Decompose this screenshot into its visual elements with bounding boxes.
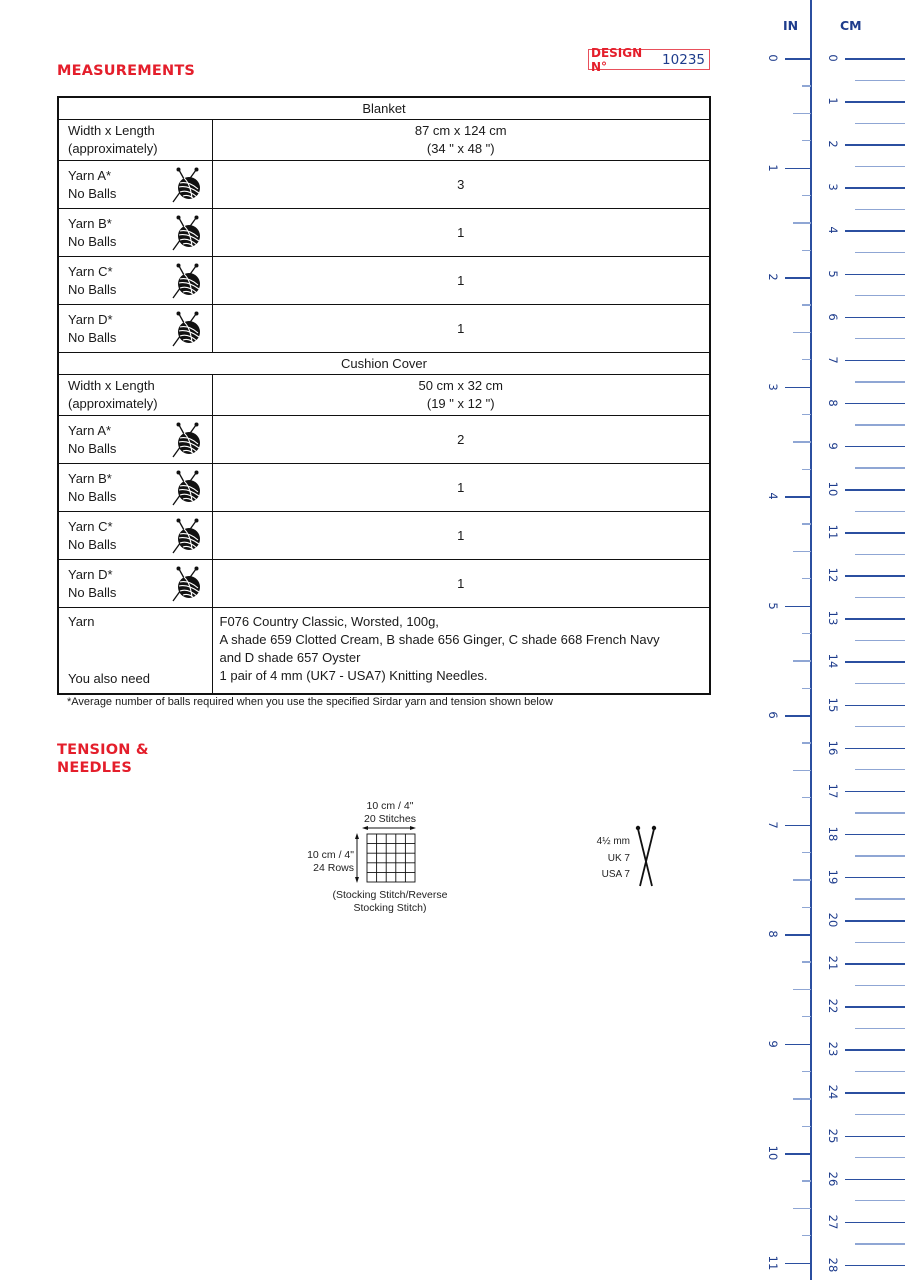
- yarn-balls-count: 1: [212, 209, 710, 257]
- inch-quarter-tick: [802, 469, 811, 470]
- cm-half-tick: [855, 123, 905, 124]
- footnote: *Average number of balls required when you use the specified Sirdar yarn and tension shown below: [67, 696, 553, 708]
- size-row: [58, 120, 710, 161]
- cm-major-tick: [845, 963, 905, 965]
- cm-major-tick: [845, 791, 905, 793]
- size-value-cell: [212, 375, 710, 416]
- cm-half-tick: [855, 597, 905, 598]
- inch-tick-label: 11: [766, 1255, 780, 1270]
- section-title: Blanket: [58, 97, 710, 120]
- cm-major-tick: [845, 1006, 905, 1008]
- yarn-label-cell: [58, 257, 212, 305]
- inch-tick-label: 8: [766, 930, 780, 938]
- design-number-value: 10235: [662, 51, 705, 68]
- yarn-info-line2: A shade 659 Clotted Cream, B shade 656 Ginger, C shade 668 French Navy: [219, 632, 660, 647]
- inch-major-tick: [785, 277, 811, 279]
- cm-tick-label: 2: [826, 140, 840, 148]
- cm-half-tick: [855, 1243, 905, 1244]
- inch-half-tick: [793, 551, 811, 552]
- yarn-label-cell: [58, 305, 212, 353]
- cm-tick-label: 5: [826, 269, 840, 278]
- inch-quarter-tick: [802, 852, 811, 853]
- yarn-ball-needles-icon: [170, 263, 202, 299]
- size-row: [58, 375, 710, 416]
- cm-major-tick: [845, 1049, 905, 1051]
- cm-half-tick: [855, 338, 905, 339]
- cm-half-tick: [855, 424, 905, 425]
- yarn-balls-count: 1: [212, 305, 710, 353]
- cm-major-tick: [845, 705, 905, 707]
- crossed-needles-icon: [634, 825, 658, 889]
- cm-major-tick: [845, 317, 905, 319]
- yarn-row: [58, 560, 710, 608]
- yarn-balls-count: 1: [212, 560, 710, 608]
- cm-tick-label: 27: [826, 1214, 840, 1229]
- inch-quarter-tick: [802, 688, 811, 689]
- cm-half-tick: [855, 467, 905, 468]
- inch-quarter-tick: [802, 961, 811, 962]
- yarn-ball-needles-icon: [170, 215, 202, 251]
- gauge-stitches: 20 Stitches: [364, 813, 416, 825]
- cm-tick-label: 28: [826, 1257, 840, 1273]
- cm-major-tick: [845, 446, 905, 448]
- size-label-cell: [58, 120, 212, 161]
- cm-tick-label: 24: [826, 1085, 840, 1100]
- cm-half-tick: [855, 1200, 905, 1201]
- cm-half-tick: [855, 381, 905, 382]
- cm-half-tick: [855, 855, 905, 856]
- yarn-name: Yarn A*: [68, 422, 112, 438]
- yarn-label-cell: [58, 161, 212, 209]
- inch-tick-label: 0: [766, 54, 780, 62]
- inch-major-tick: [785, 934, 811, 936]
- yarn-balls-count: 1: [212, 464, 710, 512]
- gauge-note-line2: Stocking Stitch): [353, 902, 427, 914]
- cm-half-tick: [855, 726, 905, 727]
- yarn-balls-count: 2: [212, 416, 710, 464]
- yarn-balls-label: No Balls: [68, 440, 117, 456]
- inch-tick-label: 2: [766, 273, 780, 281]
- cm-half-tick: [855, 640, 905, 641]
- cm-major-tick: [845, 1092, 905, 1094]
- yarn-balls-label: No Balls: [68, 185, 117, 201]
- size-cm: 87 cm x 124 cm: [414, 123, 507, 138]
- inch-major-tick: [785, 1044, 811, 1046]
- yarn-row: [58, 257, 710, 305]
- needle-size-mm: 4½ mm: [596, 836, 630, 847]
- section-header-row: [58, 353, 710, 375]
- gauge-grid-icon: [354, 826, 420, 886]
- yarn-label-cell: [58, 416, 212, 464]
- section-header-row: [58, 97, 710, 120]
- cm-tick-label: 4: [826, 226, 840, 235]
- cm-half-tick: [855, 511, 905, 512]
- inch-quarter-tick: [802, 1180, 811, 1181]
- measuring-ruler: [750, 0, 905, 1280]
- inch-quarter-tick: [802, 1235, 811, 1236]
- inch-half-tick: [793, 1208, 811, 1209]
- yarn-balls-count: 1: [212, 512, 710, 560]
- yarn-name: Yarn B*: [68, 215, 112, 231]
- ruler-center-line: [810, 0, 812, 1280]
- yarn-ball-needles-icon: [170, 422, 202, 458]
- cm-half-tick: [855, 812, 905, 813]
- cm-major-tick: [845, 748, 905, 750]
- inch-half-tick: [793, 879, 811, 880]
- cm-half-tick: [855, 769, 905, 770]
- cm-half-tick: [855, 683, 905, 684]
- yarn-row: [58, 305, 710, 353]
- inch-half-tick: [793, 989, 811, 990]
- cm-tick-label: 16: [826, 740, 840, 755]
- needle-size-usa: USA 7: [601, 869, 630, 880]
- cm-tick-label: 26: [826, 1171, 840, 1186]
- cm-tick-label: 1: [826, 97, 840, 105]
- cm-tick-label: 9: [826, 442, 840, 450]
- also-need-label: You also need: [68, 671, 150, 686]
- yarn-info-label-cell: [58, 608, 212, 695]
- yarn-info-value-cell: [212, 608, 710, 695]
- yarn-name: Yarn C*: [68, 518, 113, 534]
- cm-tick-label: 20: [826, 912, 840, 928]
- inch-quarter-tick: [802, 907, 811, 908]
- size-cm: 50 cm x 32 cm: [418, 378, 504, 393]
- yarn-name: Yarn A*: [68, 167, 112, 183]
- inch-half-tick: [793, 222, 811, 223]
- cm-half-tick: [855, 295, 905, 296]
- cm-tick-label: 23: [826, 1041, 840, 1057]
- cm-half-tick: [855, 554, 905, 555]
- cm-tick-label: 6: [826, 312, 840, 321]
- cm-tick-label: 0: [826, 54, 840, 62]
- yarn-ball-needles-icon: [170, 470, 202, 506]
- yarn-info-row: [58, 608, 710, 695]
- yarn-label-cell: [58, 464, 212, 512]
- tension-gauge-diagram: [290, 798, 490, 928]
- cm-major-tick: [845, 230, 905, 232]
- yarn-row: [58, 209, 710, 257]
- inch-major-tick: [785, 606, 811, 608]
- gauge-rows: 24 Rows: [313, 862, 354, 874]
- gauge-height-measure: 10 cm / 4": [307, 849, 354, 861]
- inch-tick-label: 1: [766, 163, 780, 172]
- yarn-balls-count: 3: [212, 161, 710, 209]
- yarn-balls-label: No Balls: [68, 488, 117, 504]
- yarn-name: Yarn B*: [68, 470, 112, 486]
- yarn-info-line1: F076 Country Classic, Worsted, 100g,: [219, 614, 439, 629]
- yarn-row: [58, 464, 710, 512]
- size-in: (34 " x 48 "): [426, 141, 495, 156]
- cm-major-tick: [845, 403, 905, 405]
- yarn-balls-label: No Balls: [68, 233, 117, 249]
- inch-quarter-tick: [802, 1071, 811, 1072]
- size-label: Width x Length: [68, 378, 155, 393]
- inch-quarter-tick: [802, 414, 811, 415]
- inch-tick-label: 4: [766, 492, 780, 500]
- cm-half-tick: [855, 1114, 905, 1115]
- cm-tick-label: 17: [826, 783, 840, 798]
- tension-heading-line2: NEEDLES: [57, 760, 132, 776]
- yarn-info-line3: and D shade 657 Oyster: [219, 650, 361, 665]
- cm-major-tick: [845, 1222, 905, 1224]
- inch-tick-label: 3: [766, 382, 780, 391]
- tension-needles-heading: [57, 741, 149, 777]
- cm-tick-label: 25: [826, 1128, 840, 1143]
- needles-info-line: 1 pair of 4 mm (UK7 - USA7) Knitting Needles.: [219, 668, 488, 683]
- inch-quarter-tick: [802, 523, 811, 524]
- cm-major-tick: [845, 489, 905, 491]
- inch-tick-label: 5: [766, 601, 780, 610]
- inch-tick-label: 6: [766, 711, 780, 719]
- cm-major-tick: [845, 274, 905, 276]
- yarn-balls-label: No Balls: [68, 584, 117, 600]
- cm-half-tick: [855, 898, 905, 899]
- inch-tick-label: 9: [766, 1039, 780, 1048]
- inch-major-tick: [785, 496, 811, 498]
- inch-half-tick: [793, 113, 811, 114]
- yarn-balls-count: 1: [212, 257, 710, 305]
- inch-half-tick: [793, 660, 811, 661]
- cm-major-tick: [845, 661, 905, 663]
- inch-half-tick: [793, 1098, 811, 1099]
- cm-tick-label: 11: [826, 524, 840, 540]
- gauge-width-measure: 10 cm / 4": [366, 800, 414, 812]
- cm-tick-label: 21: [826, 955, 840, 971]
- yarn-ball-needles-icon: [170, 518, 202, 554]
- cm-tick-label: 12: [826, 567, 840, 583]
- cm-half-tick: [855, 1028, 905, 1029]
- cm-half-tick: [855, 985, 905, 986]
- inch-quarter-tick: [802, 1016, 811, 1017]
- cm-major-tick: [845, 1265, 905, 1267]
- cm-tick-label: 22: [826, 998, 840, 1014]
- inch-half-tick: [793, 332, 811, 333]
- cm-tick-label: 13: [826, 610, 840, 626]
- inch-quarter-tick: [802, 304, 811, 305]
- yarn-label-cell: [58, 209, 212, 257]
- cm-major-tick: [845, 101, 905, 103]
- cm-half-tick: [855, 252, 905, 253]
- yarn-label-cell: [58, 512, 212, 560]
- yarn-row: [58, 161, 710, 209]
- cm-major-tick: [845, 144, 905, 146]
- tension-heading-line1: TENSION &: [57, 742, 149, 758]
- inch-major-tick: [785, 387, 811, 389]
- needle-size-diagram: [592, 825, 672, 890]
- cm-tick-label: 7: [826, 356, 840, 364]
- inch-major-tick: [785, 1263, 811, 1265]
- inch-major-tick: [785, 825, 811, 827]
- measurements-heading: MEASUREMENTS: [57, 63, 196, 79]
- design-number-box: [588, 45, 710, 74]
- yarn-ball-needles-icon: [170, 311, 202, 347]
- inch-half-tick: [793, 441, 811, 442]
- yarn-name: Yarn D*: [68, 311, 113, 327]
- cm-half-tick: [855, 166, 905, 167]
- measurements-table: [57, 96, 711, 695]
- needle-size-uk: UK 7: [607, 852, 630, 864]
- size-value-cell: [212, 120, 710, 161]
- yarn-balls-label: No Balls: [68, 281, 117, 297]
- cm-major-tick: [845, 877, 905, 879]
- cm-major-tick: [845, 920, 905, 922]
- size-label: Width x Length: [68, 123, 155, 138]
- cm-major-tick: [845, 575, 905, 577]
- cm-half-tick: [855, 1157, 905, 1158]
- cm-tick-label: 8: [826, 399, 840, 407]
- design-number-label: DESIGN N°: [591, 45, 643, 74]
- inch-tick-label: 7: [766, 820, 780, 829]
- yarn-info-label: Yarn: [68, 614, 95, 629]
- cm-half-tick: [855, 1071, 905, 1072]
- cm-tick-label: 19: [826, 869, 840, 885]
- cm-tick-label: 18: [826, 826, 840, 842]
- cm-major-tick: [845, 532, 905, 534]
- inch-quarter-tick: [802, 359, 811, 360]
- yarn-ball-needles-icon: [170, 167, 202, 203]
- ruler-inch-label: IN: [783, 18, 799, 33]
- cm-half-tick: [855, 942, 905, 943]
- inch-half-tick: [793, 770, 811, 771]
- inch-major-tick: [785, 1153, 811, 1155]
- cm-tick-label: 14: [826, 654, 840, 669]
- yarn-row: [58, 512, 710, 560]
- cm-major-tick: [845, 1136, 905, 1138]
- inch-quarter-tick: [802, 85, 811, 86]
- cm-half-tick: [855, 209, 905, 210]
- size-label-cell: [58, 375, 212, 416]
- inch-quarter-tick: [802, 578, 811, 579]
- size-in: (19 " x 12 "): [426, 396, 495, 411]
- inch-quarter-tick: [802, 250, 811, 251]
- yarn-ball-needles-icon: [170, 566, 202, 602]
- inch-quarter-tick: [802, 140, 811, 141]
- inch-quarter-tick: [802, 797, 811, 798]
- inch-tick-label: 10: [766, 1145, 780, 1161]
- cm-major-tick: [845, 360, 905, 362]
- inch-quarter-tick: [802, 1126, 811, 1127]
- size-label-approx: (approximately): [68, 396, 158, 411]
- yarn-balls-label: No Balls: [68, 329, 117, 345]
- cm-major-tick: [845, 187, 905, 189]
- cm-half-tick: [855, 80, 905, 81]
- cm-major-tick: [845, 834, 905, 836]
- cm-tick-label: 10: [826, 481, 840, 497]
- inch-quarter-tick: [802, 742, 811, 743]
- inch-major-tick: [785, 168, 811, 170]
- cm-tick-label: 3: [826, 183, 840, 191]
- cm-major-tick: [845, 58, 905, 60]
- size-label-approx: (approximately): [68, 141, 158, 156]
- yarn-name: Yarn C*: [68, 263, 113, 279]
- cm-major-tick: [845, 1179, 905, 1181]
- cm-major-tick: [845, 618, 905, 620]
- yarn-name: Yarn D*: [68, 566, 113, 582]
- inch-major-tick: [785, 58, 811, 60]
- inch-major-tick: [785, 715, 811, 717]
- section-title: Cushion Cover: [58, 353, 710, 375]
- inch-quarter-tick: [802, 633, 811, 634]
- yarn-row: [58, 416, 710, 464]
- cm-tick-label: 15: [826, 697, 840, 712]
- yarn-balls-label: No Balls: [68, 536, 117, 552]
- gauge-note-line1: (Stocking Stitch/Reverse: [332, 889, 448, 901]
- ruler-cm-label: CM: [840, 18, 862, 33]
- yarn-label-cell: [58, 560, 212, 608]
- inch-quarter-tick: [802, 195, 811, 196]
